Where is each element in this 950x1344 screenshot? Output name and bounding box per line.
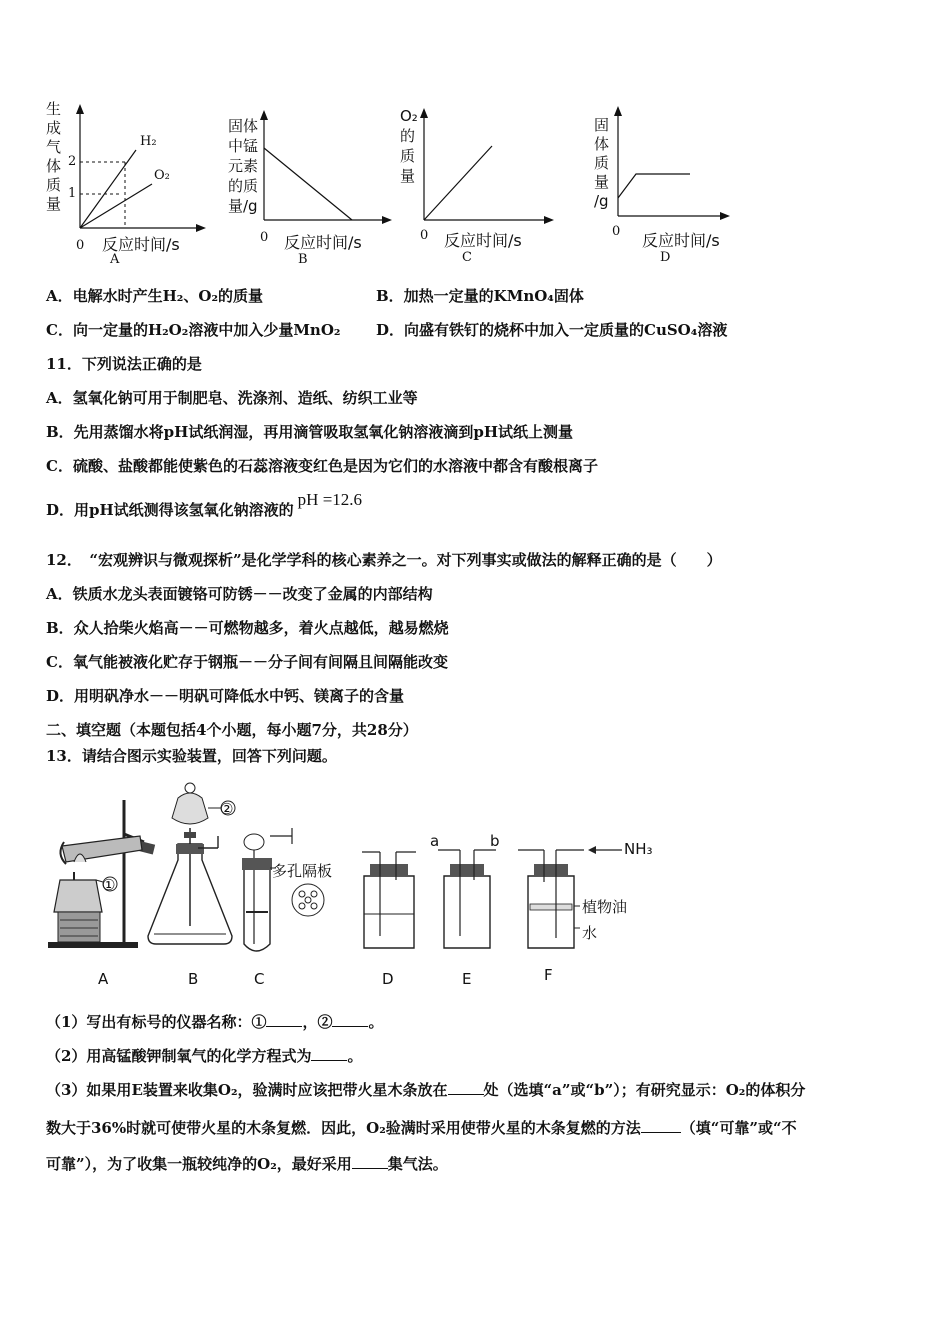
graph-a-ylabel-5: 量: [46, 195, 62, 213]
apparatus-figure: [44, 776, 664, 992]
o2-line-c: [424, 146, 492, 220]
caption-e: E: [462, 970, 472, 988]
graph-c-ylabel-1: 的: [400, 127, 416, 145]
caption-c: C: [254, 970, 265, 988]
graph-b-origin: 0: [260, 230, 269, 245]
q13-part-2: [46, 1046, 362, 1066]
graph-b-xlabel: 反应时间/s: [284, 233, 362, 252]
graph-b-caption: B: [298, 252, 308, 267]
q13-part-3-text-d: （填“可靠”或“不: [680, 1119, 797, 1137]
q10-option-c: C．向一定量的H₂O₂溶液中加入少量MnO₂: [46, 321, 341, 339]
graph-c: [398, 104, 568, 268]
graph-c-ylabel-2: 质: [400, 147, 416, 165]
q12-option-d: D．用明矾净水－－明矾可降低水中钙、镁离子的含量: [46, 687, 405, 705]
q11-option-d-text: D．用pH试纸测得该氢氧化钠溶液的: [46, 501, 294, 519]
answer-blank-1[interactable]: [266, 1012, 302, 1027]
section-2-heading: 二、填空题（本题包括4个小题，每小题7分，共28分）: [46, 721, 418, 739]
caption-a: A: [98, 970, 109, 988]
q12-option-c: C．氧气能被液化贮存于钢瓶－－分子间有间隔且间隔能改变: [46, 653, 448, 671]
label-porous-plate: 多孔隔板: [272, 862, 333, 880]
graph-c-ylabel-3: 量: [400, 167, 416, 185]
graph-a-tick-2: 2: [68, 154, 77, 169]
q13-part-1: [46, 1012, 383, 1032]
answer-blank-3[interactable]: [311, 1046, 347, 1061]
graph-a-xlabel: 反应时间/s: [102, 235, 180, 254]
q13-part-3-line-1: [46, 1080, 805, 1100]
graph-d-xlabel: 反应时间/s: [642, 231, 720, 250]
o2-line: [80, 184, 152, 228]
graph-a-series-o2: O₂: [154, 168, 170, 183]
graph-a-ylabel-4: 质: [46, 176, 62, 194]
answer-blank-5[interactable]: [641, 1118, 681, 1133]
graph-d: [590, 104, 760, 268]
apparatus-c: [242, 828, 324, 951]
graph-b: [226, 108, 396, 268]
solid-mass-line: [618, 174, 690, 198]
graph-a: [40, 100, 210, 268]
q13-part-3-line-3: [46, 1154, 448, 1174]
graph-c-ylabel-0: O₂: [400, 107, 418, 125]
q13-part-2-text-b: 。: [347, 1047, 363, 1065]
q11-stem: 11．下列说法正确的是: [46, 355, 202, 373]
label-water: 水: [582, 924, 598, 942]
apparatus-a: [48, 800, 155, 948]
caption-b: B: [188, 970, 199, 988]
graph-a-series-h2: H₂: [140, 134, 157, 149]
label-a: a: [430, 832, 440, 850]
label-plant-oil: 植物油: [582, 898, 628, 916]
graph-a-ylabel-2: 气: [46, 138, 62, 156]
q13-part-1-text-b: ，②: [302, 1013, 333, 1031]
graph-a-tick-1: 1: [68, 186, 77, 201]
graph-a-caption: A: [110, 252, 120, 267]
label-circle-2: ②: [220, 800, 234, 818]
apparatus-e: [438, 850, 496, 948]
graph-d-ylabel-1: 体: [594, 135, 610, 153]
graph-b-ylabel-4: 量/g: [228, 197, 258, 215]
q10-option-d: D．向盛有铁钉的烧杯中加入一定质量的CuSO₄溶液: [376, 321, 728, 339]
graph-c-caption: C: [462, 250, 472, 265]
graph-c-xlabel: 反应时间/s: [444, 231, 522, 250]
q13-part-3-text-c: 数大于36%时就可使带火星的木条复燃．因此，O₂验满时采用使带火星的木条复燃的方法: [46, 1119, 641, 1137]
caption-f: F: [544, 966, 553, 984]
label-circle-1: ①: [102, 876, 116, 894]
graph-d-ylabel-2: 质: [594, 154, 610, 172]
q13-part-1-text-a: （1）写出有标号的仪器名称：①: [46, 1013, 267, 1031]
answer-blank-4[interactable]: [448, 1080, 484, 1095]
graph-c-origin: 0: [420, 228, 429, 243]
q10-option-b: B．加热一定量的KMnO₄固体: [376, 287, 584, 305]
graph-d-ylabel-0: 固: [594, 116, 610, 134]
q13-part-3-text-b: 处（选填“a”或“b”）；有研究显示：O₂的体积分: [483, 1081, 806, 1099]
caption-d: D: [382, 970, 394, 988]
graph-d-caption: D: [660, 250, 671, 265]
q13-part-3-line-2: [46, 1118, 797, 1138]
graph-d-ylabel-4: /g: [594, 192, 609, 210]
q13-part-3-text-f: 集气法。: [387, 1155, 448, 1173]
q10-option-a: A．电解水时产生H₂、O₂的质量: [46, 287, 264, 305]
q11-option-b: B．先用蒸馏水将pH试纸润湿，再用滴管吸取氢氧化钠溶液滴到pH试纸上测量: [46, 423, 574, 441]
q13-part-3-text-e: 可靠”），为了收集一瓶较纯净的O₂，最好采用: [46, 1155, 352, 1173]
answer-blank-6[interactable]: [352, 1154, 388, 1169]
q11-option-d: [46, 490, 363, 520]
graph-b-ylabel-1: 中锰: [228, 137, 259, 155]
apparatus-d: [362, 852, 416, 948]
graph-d-ylabel-3: 量: [594, 173, 610, 191]
q12-option-b: B．众人拾柴火焰高－－可燃物越多，着火点越低，越易燃烧: [46, 619, 449, 637]
q12-stem: 12． “宏观辨识与微观探析”是化学学科的核心素养之一。对下列事实或做法的解释正确的是（ ）: [46, 551, 722, 569]
mn-line: [264, 148, 352, 220]
label-nh3: NH₃: [624, 840, 653, 858]
label-b: b: [490, 832, 500, 850]
graph-d-origin: 0: [612, 224, 621, 239]
q11-option-c: C．硫酸、盐酸都能使紫色的石蕊溶液变红色是因为它们的水溶液中都含有酸根离子: [46, 457, 598, 475]
q12-option-a: A．铁质水龙头表面镀铬可防锈－－改变了金属的内部结构: [46, 585, 433, 603]
q13-part-3-text-a: （3）如果用E装置来收集O₂，验满时应该把带火星木条放在: [46, 1081, 448, 1099]
answer-blank-2[interactable]: [332, 1012, 368, 1027]
graph-b-ylabel-2: 元素: [228, 157, 259, 175]
q11-option-a: A．氢氧化钠可用于制肥皂、洗涤剂、造纸、纺织工业等: [46, 389, 418, 407]
q13-part-2-text-a: （2）用高锰酸钾制氧气的化学方程式为: [46, 1047, 312, 1065]
apparatus-drawing: [44, 776, 664, 992]
q13-stem: 13．请结合图示实验装置，回答下列问题。: [46, 747, 337, 765]
graph-a-ylabel-0: 生: [46, 100, 62, 118]
graph-b-ylabel-0: 固体: [228, 117, 259, 135]
ph-formula: pH =12.6: [297, 490, 363, 509]
graph-b-ylabel-3: 的质: [228, 177, 259, 195]
q13-part-1-text-c: 。: [368, 1013, 384, 1031]
graph-a-ylabel-3: 体: [46, 157, 62, 175]
graph-a-origin: 0: [76, 238, 85, 253]
graph-a-ylabel-1: 成: [46, 119, 62, 137]
